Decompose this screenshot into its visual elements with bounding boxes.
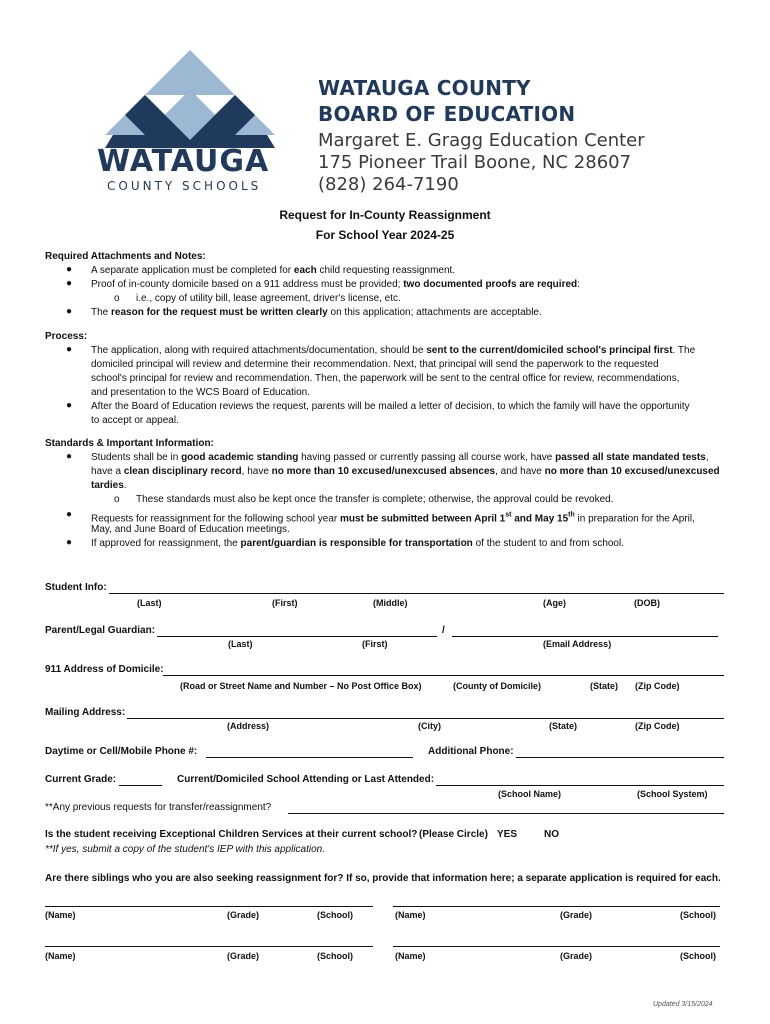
text: child requesting reassignment.	[316, 265, 456, 276]
mailing-address-caption: (Address)	[227, 721, 270, 731]
sub-bullet-marker: o	[114, 494, 120, 505]
text: The	[91, 307, 112, 318]
previous-requests-field[interactable]	[288, 813, 724, 814]
sibling-3-name-caption: (Name)	[45, 951, 76, 961]
center-phone: (828) 264-7190	[318, 174, 459, 195]
process-item-1-line-4: and presentation to the WCS Board of Education.	[91, 387, 311, 398]
text: If approved for reassignment, the	[91, 538, 241, 549]
text: Proof of in-county domicile based on a 911 address must be provided;	[91, 279, 404, 290]
grade-label: Current Grade:	[45, 774, 117, 785]
mailing-state-caption: (State)	[549, 721, 578, 731]
required-item-2-sub: i.e., copy of utility bill, lease agreement, driver's license, etc.	[136, 293, 401, 304]
text-bold: tardies	[91, 480, 124, 491]
superscript: th	[568, 512, 575, 519]
mailing-zip-caption: (Zip Code)	[635, 721, 680, 731]
guardian-first-caption: (First)	[362, 639, 388, 649]
text: .	[123, 480, 127, 491]
address911-label: 911 Address of Domicile:	[45, 664, 164, 675]
bullet-icon: ●	[66, 509, 73, 520]
process-item-2-line-2: to accept or appeal.	[91, 415, 179, 426]
text-bold: parent/guardian is responsible for transportation	[240, 538, 473, 549]
sibling-4-school-caption: (School)	[680, 951, 716, 961]
sibling-4-name-caption: (Name)	[395, 951, 426, 961]
guardian-email-caption: (Email Address)	[543, 639, 612, 649]
sub-bullet-marker: o	[114, 293, 120, 304]
text-bold: must be submitted between April 1	[340, 513, 506, 525]
bullet-icon: ●	[66, 306, 73, 317]
sibling-4-grade-caption: (Grade)	[560, 951, 593, 961]
student-info-label: Student Info:	[45, 582, 107, 593]
guardian-label: Parent/Legal Guardian:	[45, 625, 156, 636]
bullet-icon: ●	[66, 264, 73, 275]
org-title-2: BOARD OF EDUCATION	[318, 102, 576, 126]
org-title-1: WATAUGA COUNTY	[318, 76, 531, 100]
additional-phone-field[interactable]	[516, 757, 724, 758]
address911-field[interactable]	[163, 675, 724, 676]
process-item-1-line-2: domiciled principal will review and determine their recommendation. Next, that principal will send the paperwork to the requested	[91, 359, 659, 370]
logo-sub: COUNTY SCHOOLS	[107, 179, 262, 193]
process-heading: Process:	[45, 331, 88, 342]
ec-note: **If yes, submit a copy of the student's IEP with this application.	[45, 844, 326, 855]
standards-item-1-line-3	[91, 479, 127, 493]
process-item-1-line-1	[91, 344, 695, 358]
standards-item-3	[91, 537, 624, 551]
sibling-1-school-caption: (School)	[317, 910, 353, 920]
address-county-caption: (County of Domicile)	[453, 681, 541, 691]
phone-field[interactable]	[206, 757, 413, 758]
process-item-1-line-3: school's principal for review and recommendation. Then, the paperwork will be sent to the central office for review, recommendations,	[91, 373, 680, 384]
text-bold: two documented proofs are required	[403, 279, 578, 290]
sibling-1-grade-caption: (Grade)	[227, 910, 260, 920]
sibling-3-field[interactable]	[45, 946, 373, 947]
text-bold: reason for the request must be written clearly	[111, 307, 328, 318]
standards-item-2-line-2: May, and June Board of Education meetings.	[91, 524, 290, 535]
text: , and have	[495, 466, 545, 477]
standards-heading: Standards & Important Information:	[45, 438, 214, 449]
form-title: Request for In-County Reassignment	[279, 208, 491, 222]
sibling-1-field[interactable]	[45, 906, 373, 907]
text: of the student to and from school.	[472, 538, 624, 549]
bullet-icon: ●	[66, 451, 73, 462]
sibling-2-field[interactable]	[393, 906, 720, 907]
text-bold: good academic standing	[181, 452, 299, 463]
standards-item-1-sub: These standards must also be kept once the transfer is complete; otherwise, the approval could be revoked.	[136, 494, 614, 505]
ec-no-option[interactable]: NO	[544, 829, 559, 840]
text: in preparation for the April,	[574, 513, 695, 525]
grade-field[interactable]	[119, 785, 162, 786]
text-bold: clean disciplinary record	[123, 466, 242, 477]
mailing-city-caption: (City)	[418, 721, 441, 731]
school-name-caption: (School Name)	[498, 789, 562, 799]
logo-word: WATAUGA	[97, 144, 270, 179]
guardian-email-field[interactable]	[452, 636, 718, 637]
sibling-2-school-caption: (School)	[680, 910, 716, 920]
ec-yes-option[interactable]: YES	[497, 829, 518, 840]
student-dob-caption: (DOB)	[634, 598, 660, 608]
text: Requests for reassignment for the following school year	[91, 513, 341, 525]
student-age-caption: (Age)	[543, 598, 566, 608]
mountain-logo-icon	[95, 48, 285, 158]
text-bold: no more than 10 excused/unexcused absences	[271, 466, 496, 477]
previous-requests-label: **Any previous requests for transfer/reassignment?	[45, 802, 272, 813]
required-heading: Required Attachments and Notes:	[45, 251, 206, 262]
required-item-2	[91, 278, 580, 292]
additional-phone-label: Additional Phone:	[428, 746, 514, 757]
student-first-caption: (First)	[272, 598, 298, 608]
center-name: Margaret E. Gragg Education Center	[318, 130, 645, 151]
text: have a	[91, 466, 124, 477]
phone-label: Daytime or Cell/Mobile Phone #:	[45, 746, 198, 757]
text-bold: no more than 10 excused/unexcused	[544, 466, 720, 477]
text: :	[577, 279, 580, 290]
address-road-caption: (Road or Street Name and Number – No Post Office Box)	[180, 681, 422, 691]
school-label: Current/Domiciled School Attending or Last Attended:	[177, 774, 435, 785]
sibling-3-grade-caption: (Grade)	[227, 951, 260, 961]
school-field[interactable]	[436, 785, 724, 786]
process-item-2-line-1: After the Board of Education reviews the request, parents will be mailed a letter of decision, to which the family will have the opportunity	[91, 401, 690, 412]
text: on this application; attachments are acceptable.	[327, 307, 542, 318]
required-item-1	[91, 264, 455, 278]
mailing-label: Mailing Address:	[45, 707, 126, 718]
sibling-3-school-caption: (School)	[317, 951, 353, 961]
address-zip-caption: (Zip Code)	[635, 681, 680, 691]
sibling-2-grade-caption: (Grade)	[560, 910, 593, 920]
bullet-icon: ●	[66, 400, 73, 411]
school-system-caption: (School System)	[637, 789, 708, 799]
bullet-icon: ●	[66, 537, 73, 548]
superscript: st	[505, 512, 512, 519]
text: ,	[705, 452, 709, 463]
mailing-field[interactable]	[127, 718, 724, 719]
text-bold: and May 15	[511, 513, 569, 525]
siblings-question: Are there siblings who you are also seeking reassignment for? If so, provide that information here; a separate application is required for each.	[45, 873, 721, 884]
guardian-separator: /	[442, 625, 445, 636]
text: The application, along with required attachments/documentation, should be	[91, 345, 427, 356]
student-info-field[interactable]	[109, 593, 724, 594]
text: , have	[241, 466, 272, 477]
text: A separate application must be completed for	[91, 265, 294, 276]
text-bold: passed all state mandated tests	[555, 452, 706, 463]
center-address: 175 Pioneer Trail Boone, NC 28607	[318, 152, 632, 173]
text-bold: each	[293, 265, 317, 276]
sibling-1-name-caption: (Name)	[45, 910, 76, 920]
standards-item-1-line-2	[91, 465, 720, 479]
sibling-2-name-caption: (Name)	[395, 910, 426, 920]
text-bold: sent to the current/domiciled school's principal first	[426, 345, 673, 356]
form-year: For School Year 2024-25	[315, 228, 455, 242]
text: having passed or currently passing all course work, have	[298, 452, 556, 463]
student-last-caption: (Last)	[137, 598, 162, 608]
ec-question: Is the student receiving Exceptional Children Services at their current school?	[45, 829, 418, 840]
guardian-last-caption: (Last)	[228, 639, 253, 649]
logo	[95, 48, 285, 198]
text: . The	[672, 345, 696, 356]
bullet-icon: ●	[66, 278, 73, 289]
ec-circle-instruction: (Please Circle)	[419, 829, 488, 840]
sibling-4-field[interactable]	[393, 946, 720, 947]
required-item-3	[91, 306, 542, 320]
student-middle-caption: (Middle)	[373, 598, 408, 608]
address-state-caption: (State)	[590, 681, 619, 691]
guardian-name-field[interactable]	[157, 636, 437, 637]
standards-item-1-line-1	[91, 451, 709, 465]
text: Students shall be in	[91, 452, 182, 463]
bullet-icon: ●	[66, 344, 73, 355]
updated-date: Updated 3/15/2024	[653, 1001, 713, 1008]
